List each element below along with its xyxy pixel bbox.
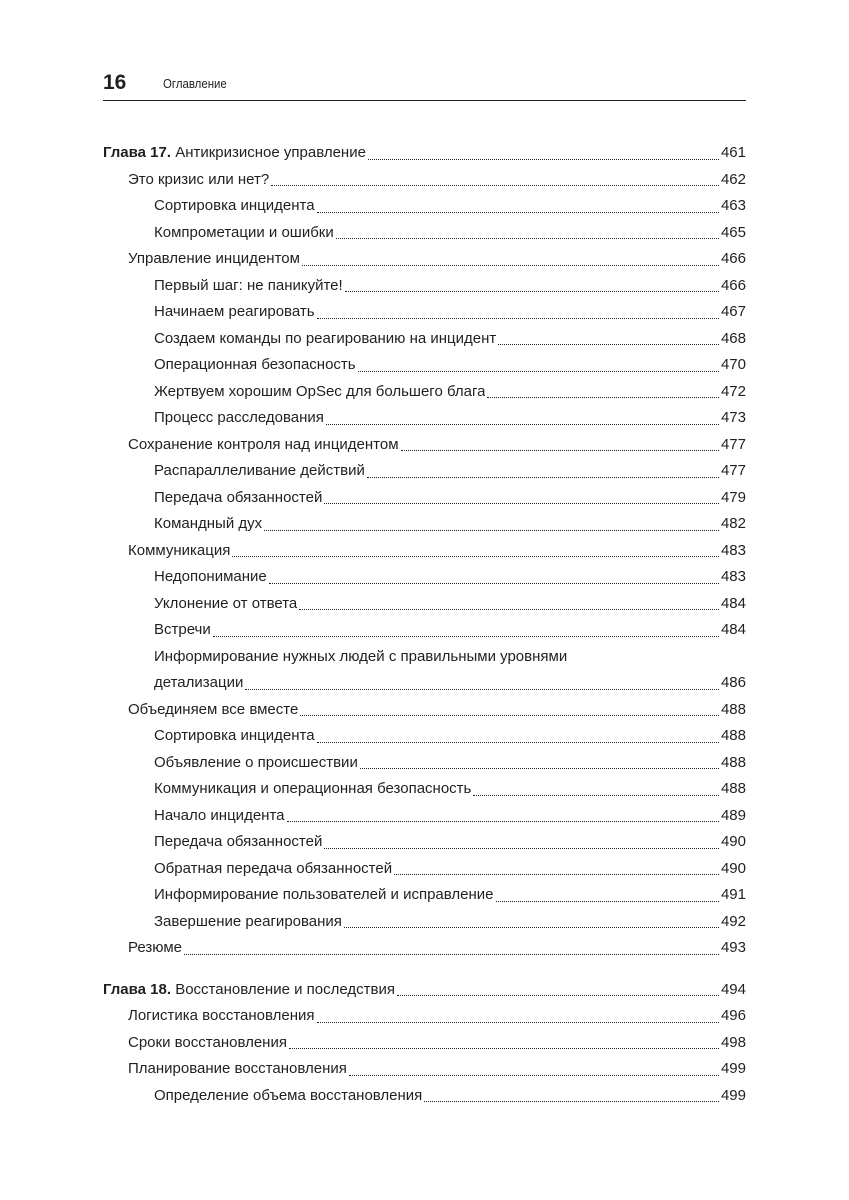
toc-chapter-17: [103, 140, 746, 962]
dot-leader: [487, 397, 719, 398]
toc-page-number: 484: [720, 621, 746, 638]
dot-leader: [324, 503, 719, 504]
toc-page-number: 483: [720, 541, 746, 559]
toc-page-number: 498: [720, 1033, 746, 1051]
toc-entry[interactable]: [103, 591, 746, 618]
toc-page-number: 467: [720, 303, 746, 320]
chapter-title: Восстановление и последствия: [175, 980, 395, 998]
toc-entry-title: Операционная безопасность: [154, 356, 356, 373]
toc-page-number: 465: [720, 223, 746, 241]
dot-leader: [473, 795, 719, 796]
toc-entry-title: Информирование пользователей и исправление: [154, 886, 494, 903]
toc-entry-title: Процесс расследования: [154, 409, 324, 426]
toc-page-number: 499: [720, 1060, 746, 1077]
toc-page-number: 473: [720, 409, 746, 426]
toc-chapter-18: [103, 977, 746, 1110]
toc-page-number: 482: [720, 515, 746, 532]
dot-leader: [299, 609, 719, 610]
toc-entry[interactable]: [103, 1056, 746, 1083]
dot-leader: [213, 636, 719, 637]
dot-leader: [345, 291, 719, 292]
toc-page-number: 483: [720, 568, 746, 585]
chapter-title: Антикризисное управление: [175, 144, 366, 161]
dot-leader: [317, 212, 719, 213]
dot-leader: [360, 768, 719, 769]
toc-page-number: 466: [720, 276, 746, 294]
toc-entry[interactable]: [103, 379, 746, 406]
dot-leader: [336, 238, 719, 239]
dot-leader: [289, 1048, 719, 1049]
toc-page-number: 493: [720, 939, 746, 956]
toc-page-number: 486: [720, 674, 746, 691]
toc-page-number: 463: [720, 197, 746, 214]
dot-leader: [498, 344, 719, 345]
toc-entry-title: Компрометации и ошибки: [154, 223, 334, 241]
toc-page-number: 499: [720, 1086, 746, 1104]
page-number: 16: [103, 71, 127, 94]
toc-entry-title: Первый шаг: не паникуйте!: [154, 276, 343, 294]
toc-entry[interactable]: [103, 829, 746, 856]
toc-entry-title: Сортировка инцидента: [154, 197, 315, 214]
toc-entry[interactable]: [103, 1030, 746, 1057]
toc-page-number: 488: [720, 700, 746, 718]
toc-entry[interactable]: [103, 193, 746, 220]
dot-leader: [300, 715, 719, 716]
dot-leader: [317, 1022, 719, 1023]
toc-entry-title: Коммуникация и операционная безопасность: [154, 780, 472, 797]
dot-leader: [317, 318, 719, 319]
dot-leader: [326, 424, 719, 425]
toc-page-number: 488: [720, 780, 746, 797]
toc-entry-title: Объединяем все вместе: [128, 700, 299, 718]
toc-entry[interactable]: [103, 326, 746, 353]
toc-entry[interactable]: [103, 882, 746, 909]
toc-page-number: 472: [720, 382, 746, 400]
toc-page-number: 490: [720, 859, 746, 877]
dot-leader: [287, 821, 719, 822]
toc-page-number: 488: [720, 753, 746, 771]
dot-leader: [269, 583, 719, 584]
toc-entry[interactable]: [103, 776, 746, 803]
dot-leader: [317, 742, 719, 743]
toc-entry[interactable]: [103, 1083, 746, 1110]
toc-entry[interactable]: [103, 220, 746, 247]
toc-page-number: 494: [720, 980, 746, 998]
dot-leader: [397, 995, 719, 996]
toc-entry-title: Завершение реагирования: [154, 912, 342, 930]
chapter-label: Глава 18.: [103, 980, 172, 998]
toc-entry-title: Жертвуем хорошим OpSec для большего блага: [154, 382, 486, 400]
toc-entry-title: Обратная передача обязанностей: [154, 859, 393, 877]
toc-entry[interactable]: [103, 723, 746, 750]
toc-entry[interactable]: [103, 697, 746, 724]
toc-entry-title: Определение объема восстановления: [154, 1086, 423, 1104]
toc-page-number: 489: [720, 806, 746, 824]
table-of-contents: [103, 140, 746, 1124]
toc-entry[interactable]: [103, 299, 746, 326]
dot-leader: [358, 371, 719, 372]
toc-page-number: 491: [720, 886, 746, 903]
toc-page-number: 466: [720, 250, 746, 267]
dot-leader: [368, 159, 719, 160]
dot-leader: [344, 927, 719, 928]
dot-leader: [496, 901, 719, 902]
toc-entry[interactable]: [103, 458, 746, 485]
toc-entry[interactable]: [103, 617, 746, 644]
toc-entry[interactable]: [103, 511, 746, 538]
dot-leader: [184, 954, 719, 955]
toc-page-number: 484: [720, 594, 746, 612]
toc-entry[interactable]: [103, 167, 746, 194]
dot-leader: [271, 185, 719, 186]
toc-entry-title: Логистика восстановления: [128, 1007, 315, 1024]
toc-entry-title: Резюме: [128, 939, 182, 956]
toc-page-number: 490: [720, 833, 746, 850]
toc-entry-title-line-2: детализации: [154, 674, 244, 691]
toc-entry-chapter[interactable]: [103, 977, 746, 1004]
page-header: [103, 70, 746, 101]
toc-entry-title: Начало инцидента: [154, 806, 285, 824]
toc-page-number: 488: [720, 727, 746, 744]
toc-entry[interactable]: [103, 485, 746, 512]
toc-entry-title: Это кризис или нет?: [128, 170, 270, 188]
toc-page-number: 496: [720, 1007, 746, 1024]
toc-entry[interactable]: [103, 273, 746, 300]
toc-entry[interactable]: [103, 1003, 746, 1030]
toc-entry[interactable]: [103, 644, 746, 697]
toc-page-number: 468: [720, 329, 746, 347]
toc-entry[interactable]: [103, 803, 746, 830]
toc-entry-title: Коммуникация: [128, 541, 231, 559]
toc-page-number: 479: [720, 488, 746, 506]
toc-entry-title: Сортировка инцидента: [154, 727, 315, 744]
toc-page-number: 461: [720, 144, 746, 161]
dot-leader: [324, 848, 719, 849]
toc-entry-title: Начинаем реагировать: [154, 303, 315, 320]
dot-leader: [394, 874, 719, 875]
toc-entry[interactable]: [103, 246, 746, 273]
toc-page-number: 477: [720, 462, 746, 479]
toc-entry-title: Встречи: [154, 621, 211, 638]
toc-entry[interactable]: [103, 538, 746, 565]
toc-entry-title: Сохранение контроля над инцидентом: [128, 435, 399, 453]
chapter-label: Глава 17.: [103, 144, 172, 161]
toc-entry-title: Сроки восстановления: [128, 1033, 287, 1051]
dot-leader: [232, 556, 719, 557]
running-title: Оглавление: [163, 76, 227, 91]
toc-entry-title: Уклонение от ответа: [154, 594, 298, 612]
toc-entry[interactable]: [103, 935, 746, 962]
toc-entry-title: Планирование восстановления: [128, 1060, 347, 1077]
toc-page-number: 462: [720, 170, 746, 188]
toc-entry-title: Передача обязанностей: [154, 833, 323, 850]
toc-entry[interactable]: [103, 564, 746, 591]
toc-entry[interactable]: [103, 750, 746, 777]
toc-entry-title: Управление инцидентом: [128, 250, 300, 267]
toc-entry[interactable]: [103, 352, 746, 379]
toc-entry-title: Недопонимание: [154, 568, 267, 585]
toc-entry-title: Объявление о происшествии: [154, 753, 358, 771]
toc-entry[interactable]: [103, 432, 746, 459]
toc-entry-title-line-1: Информирование нужных людей с правильными уровнями: [154, 647, 568, 665]
toc-entry[interactable]: [103, 856, 746, 883]
dot-leader: [367, 477, 719, 478]
toc-entry-title: Создаем команды по реагированию на инцидент: [154, 329, 497, 347]
toc-entry[interactable]: [103, 909, 746, 936]
toc-page-number: 492: [720, 912, 746, 930]
toc-page-number: 470: [720, 356, 746, 373]
toc-entry-title: Распараллеливание действий: [154, 462, 365, 479]
dot-leader: [245, 689, 719, 690]
toc-entry-chapter[interactable]: [103, 140, 746, 167]
dot-leader: [401, 450, 719, 451]
dot-leader: [424, 1101, 719, 1102]
dot-leader: [264, 530, 719, 531]
dot-leader: [302, 265, 719, 266]
toc-entry[interactable]: [103, 405, 746, 432]
dot-leader: [349, 1075, 719, 1076]
toc-entry-title: Командный дух: [154, 515, 263, 532]
toc-page-number: 477: [720, 435, 746, 453]
toc-entry-title: Передача обязанностей: [154, 488, 323, 506]
